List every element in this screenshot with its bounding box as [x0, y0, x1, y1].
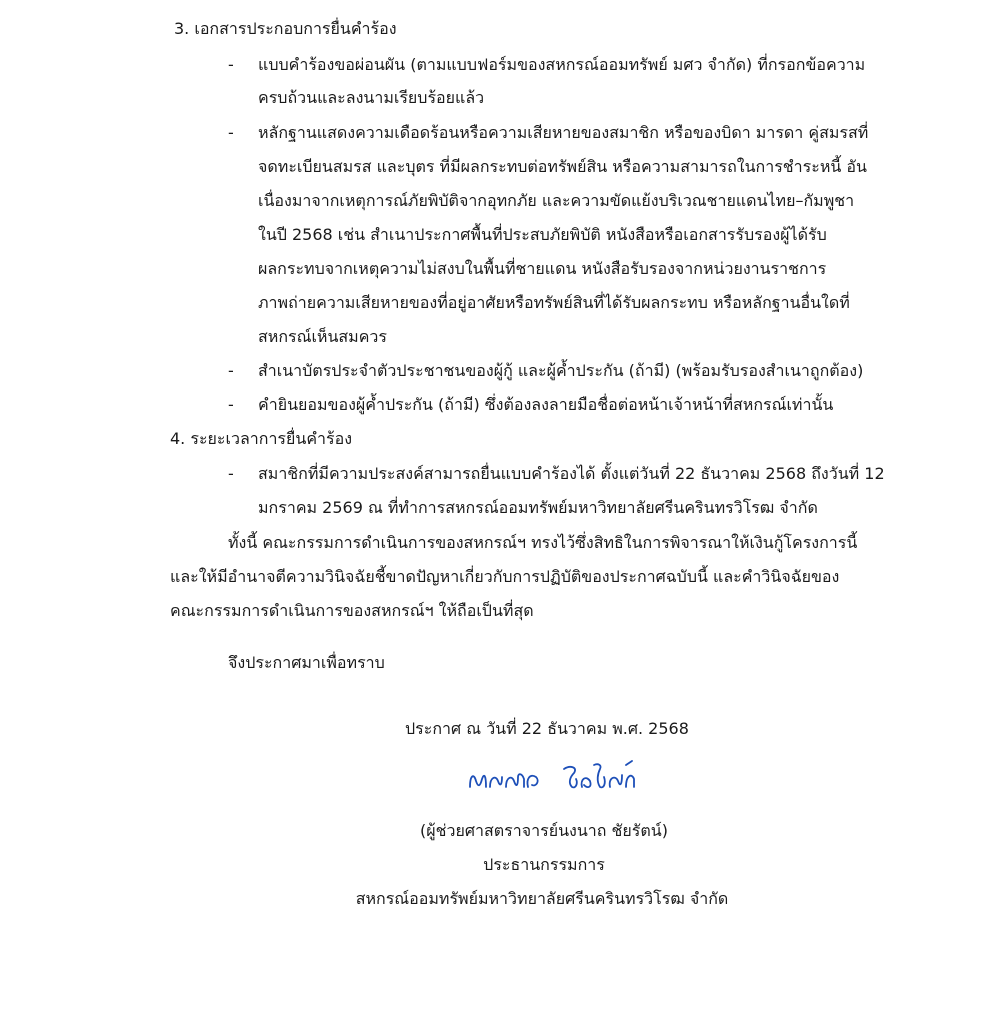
section-3-bullet-1-line-2: ครบถ้วนและลงนามเรียบร้อยแล้ว [258, 88, 485, 107]
closing-paragraph-line-1: ทั้งนี้ คณะกรรมการดำเนินการของสหกรณ์ฯ ทรงไว้ซึ่งสิทธิในการพิจารณาให้เงินกู้โครงการนี้ [228, 533, 858, 552]
date-line: ประกาศ ณ วันที่ 22 ธันวาคม พ.ศ. 2568 [405, 719, 689, 738]
section-3-heading: 3. เอกสารประกอบการยื่นคำร้อง [174, 19, 397, 38]
bullet-dash: - [228, 395, 234, 414]
announce-text: จึงประกาศมาเพื่อทราบ [228, 653, 385, 672]
section-3-bullet-2-line-1: หลักฐานแสดงความเดือดร้อนหรือความเสียหายของสมาชิก หรือของบิดา มารดา คู่สมรสที่ [258, 123, 869, 142]
closing-paragraph-line-3: คณะกรรมการดำเนินการของสหกรณ์ฯ ให้ถือเป็นที่สุด [170, 601, 534, 620]
section-3-bullet-2-line-4: ในปี 2568 เช่น สำเนาประกาศพื้นที่ประสบภัยพิบัติ หนังสือหรือเอกสารรับรองผู้ได้รับ [258, 225, 827, 244]
section-3-bullet-2-line-2: จดทะเบียนสมรส และบุตร ที่มีผลกระทบต่อทรัพย์สิน หรือความสามารถในการชำระหนี้ อัน [258, 157, 867, 176]
section-3-bullet-2-line-7: สหกรณ์เห็นสมควร [258, 327, 387, 346]
bullet-dash: - [228, 55, 234, 74]
bullet-dash: - [228, 361, 234, 380]
section-4-bullet-1-line-1: สมาชิกที่มีความประสงค์สามารถยื่นแบบคำร้องได้ ตั้งแต่วันที่ 22 ธันวาคม 2568 ถึงวันที่ 12 [258, 464, 885, 483]
section-3-bullet-3-line-1: สำเนาบัตรประจำตัวประชาชนของผู้กู้ และผู้ค้ำประกัน (ถ้ามี) (พร้อมรับรองสำเนาถูกต้อง) [258, 361, 864, 380]
section-3-bullet-2-line-5: ผลกระทบจากเหตุความไม่สงบในพื้นที่ชายแดน หนังสือรับรองจากหน่วยงานราชการ [258, 259, 827, 278]
bullet-dash: - [228, 123, 234, 142]
section-3-bullet-2-line-3: เนื่องมาจากเหตุการณ์ภัยพิบัติจากอุทกภัย และความขัดแย้งบริเวณชายแดนไทย–กัมพูชา [258, 191, 855, 210]
section-3-bullet-1-line-1: แบบคำร้องขอผ่อนผัน (ตามแบบฟอร์มของสหกรณ์ออมทรัพย์ มศว จำกัด) ที่กรอกข้อความ [258, 55, 866, 74]
section-3-bullet-4-line-1: คำยินยอมของผู้ค้ำประกัน (ถ้ามี) ซึ่งต้องลงลายมือชื่อต่อหน้าเจ้าหน้าที่สหกรณ์เท่านั้น [258, 395, 834, 414]
section-3-bullet-2-line-6: ภาพถ่ายความเสียหายของที่อยู่อาศัยหรือทรัพย์สินที่ได้รับผลกระทบ หรือหลักฐานอื่นใดที่ [258, 293, 850, 312]
organization-name: สหกรณ์ออมทรัพย์มหาวิทยาลัยศรีนครินทรวิโรฒ จำกัด [355, 889, 729, 908]
signatory-name: (ผู้ช่วยศาสตราจารย์นงนาถ ชัยรัตน์) [420, 821, 668, 840]
closing-paragraph-line-2: และให้มีอำนาจตีความวินิจฉัยชี้ขาดปัญหาเกี่ยวกับการปฏิบัติของประกาศฉบับนี้ และคำวินิจฉัยของ [170, 567, 840, 586]
bullet-dash: - [228, 464, 234, 483]
section-4-bullet-1-line-2: มกราคม 2569 ณ ที่ทำการสหกรณ์ออมทรัพย์มหาวิทยาลัยศรีนครินทรวิโรฒ จำกัด [258, 498, 818, 517]
signatory-position: ประธานกรรมการ [483, 855, 605, 874]
section-4-heading: 4. ระยะเวลาการยื่นคำร้อง [170, 429, 353, 448]
handwritten-signature [466, 757, 646, 797]
